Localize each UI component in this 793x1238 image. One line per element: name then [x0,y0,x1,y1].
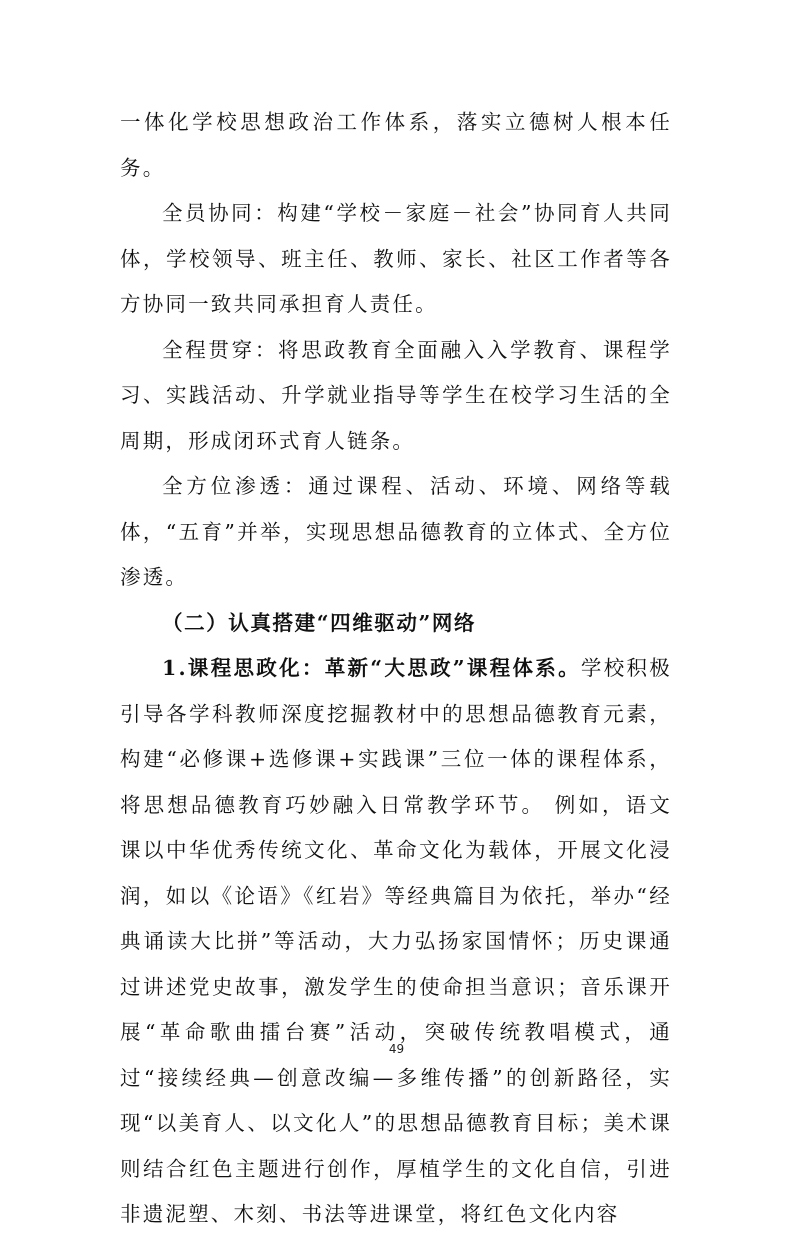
paragraph-body: 学校积极引导各学科教师深度挖掘教材中的思想品德教育元素，构建“必修课+选修课+实践课”三位一体的课程体系，将思想品德教育巧妙融入日常教学环节。 例如，语文课以中华优秀传统文化、革命文化为载体，开展文化浸润，如以《论语》《红岩》等经典篇目为依托，举办“经典诵读大比拼”等活动，大力弘扬家国情怀；历史课通过讲述党史故事，激发学生的使命担当意识；音乐课开展“革命歌曲擂台赛”活动，突破传统教唱模式，通过“接续经典—创意改编—多维传播”的创新路径，实现“以美育人、以文化人”的思想品德教育目标；美术课则结合红色主题进行创作，厚植学生的文化自信，引进非遗泥塑、木刻、书法等进课堂，将红色文化内容 [120,656,672,1226]
paragraph-curriculum [120,646,672,1238]
body-text [120,100,672,1238]
page-number: 49 [388,1042,405,1056]
paragraph-whole-process: 全程贯穿：将思政教育全面融入入学教育、课程学习、实践活动、升学就业指导等学生在校学习生活的全周期，形成闭环式育人链条。 [120,337,672,453]
paragraph-continuation: 一体化学校思想政治工作体系，落实立德树人根本任务。 [120,110,672,180]
paragraph-lead-bold: 1.课程思政化：革新“大思政”课程体系。 [162,656,581,680]
paragraph-all-round: 全方位渗透：通过课程、活动、环境、网络等载体，“五育”并举，实现思想品德教育的立体式、全方位渗透。 [120,474,672,589]
paragraph-full-staff-collaboration: 全员协同：构建“学校－家庭－社会”协同育人共同体，学校领导、班主任、教师、家长、社区工作者等各方协同一致共同承担育人责任。 [120,201,672,316]
section-heading: （二）认真搭建“四维驱动”网络 [162,610,477,635]
